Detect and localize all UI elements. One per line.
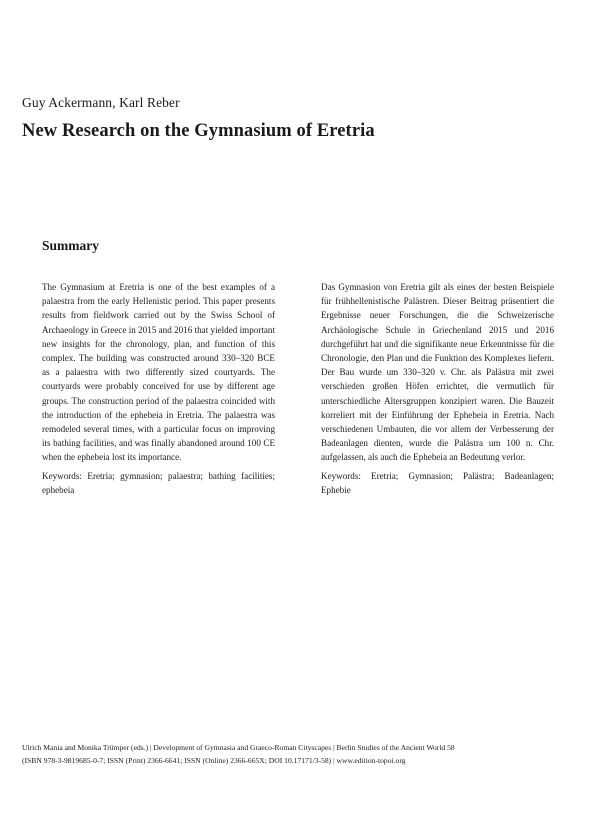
german-keywords: Keywords: Eretria; Gymnasion; Palästra; Badeanlagen; Ephebie	[321, 470, 554, 495]
summary-heading: Summary	[42, 238, 99, 253]
footer-identifiers-line: (ISBN 978-3-9819685-0-7; ISSN (Print) 2366-6641; ISSN (Online) 2366-665X; DOI 10.17171/3-58) | www.edition-topoi.org	[22, 755, 406, 765]
german-summary-column	[321, 280, 554, 497]
english-summary-column	[42, 280, 275, 497]
authors: Guy Ackermann, Karl Reber	[22, 95, 180, 110]
german-abstract: Das Gymnasion von Eretria gilt als eines der besten Beispiele für frühhellenistische Palästren. Dieser Beitrag präsentiert die Ergebnisse neuer Forschungen, die die Schweizerische Archäologische Schule in Griechenland 2015 und 2016 durchgeführt hat und die signifikante neue Erkenntnisse für die Chronologie, den Plan und die Funktion des Komplexes liefern. Der Bau wurde um 330–320 v. Chr. als Palästra mit zwei verschieden großen Höfen errichtet, die vermutlich für unterschiedliche Altersgruppen konzipiert waren. Die Bauzeit korreliert mit der Einführung der Ephebeia in Eretria. Nach verschiedenen Umbauten, die vor allem der Verbesserung der Badeanlagen dienten, wurde die Palästra um 100 n. Chr. aufgelassen, als auch die Ephebeia an Bedeutung verlor.	[321, 282, 554, 463]
english-abstract: The Gymnasium at Eretria is one of the best examples of a palaestra from the early Hellenistic period. This paper presents results from fieldwork carried out by the Swiss School of Archaeology in Greece in 2015 and 2016 that yielded important new insights for the chronology, plan, and function of this complex. The building was constructed around 330–320 BCE as a palaestra with two differently sized courtyards. The courtyards were probably conceived for use by different age groups. The construction period of the palaestra coincided with the introduction of the ephebeia in Eretria. The palaestra was remodeled several times, with a particular focus on improving its bathing facilities, and was finally abandoned around 100 CE when the ephebeia lost its importance.	[42, 282, 275, 463]
english-keywords: Keywords: Eretria; gymnasion; palaestra; bathing facilities; ephebeia	[42, 470, 275, 495]
publication-footer	[22, 742, 582, 767]
paper-title: New Research on the Gymnasium of Eretria	[22, 121, 375, 141]
footer-citation-line: Ulrich Mania and Monika Trümper (eds.) | Development of Gymnasia and Graeco-Roman Cityscapes | Berlin Studies of the Ancient World 58	[22, 743, 455, 752]
